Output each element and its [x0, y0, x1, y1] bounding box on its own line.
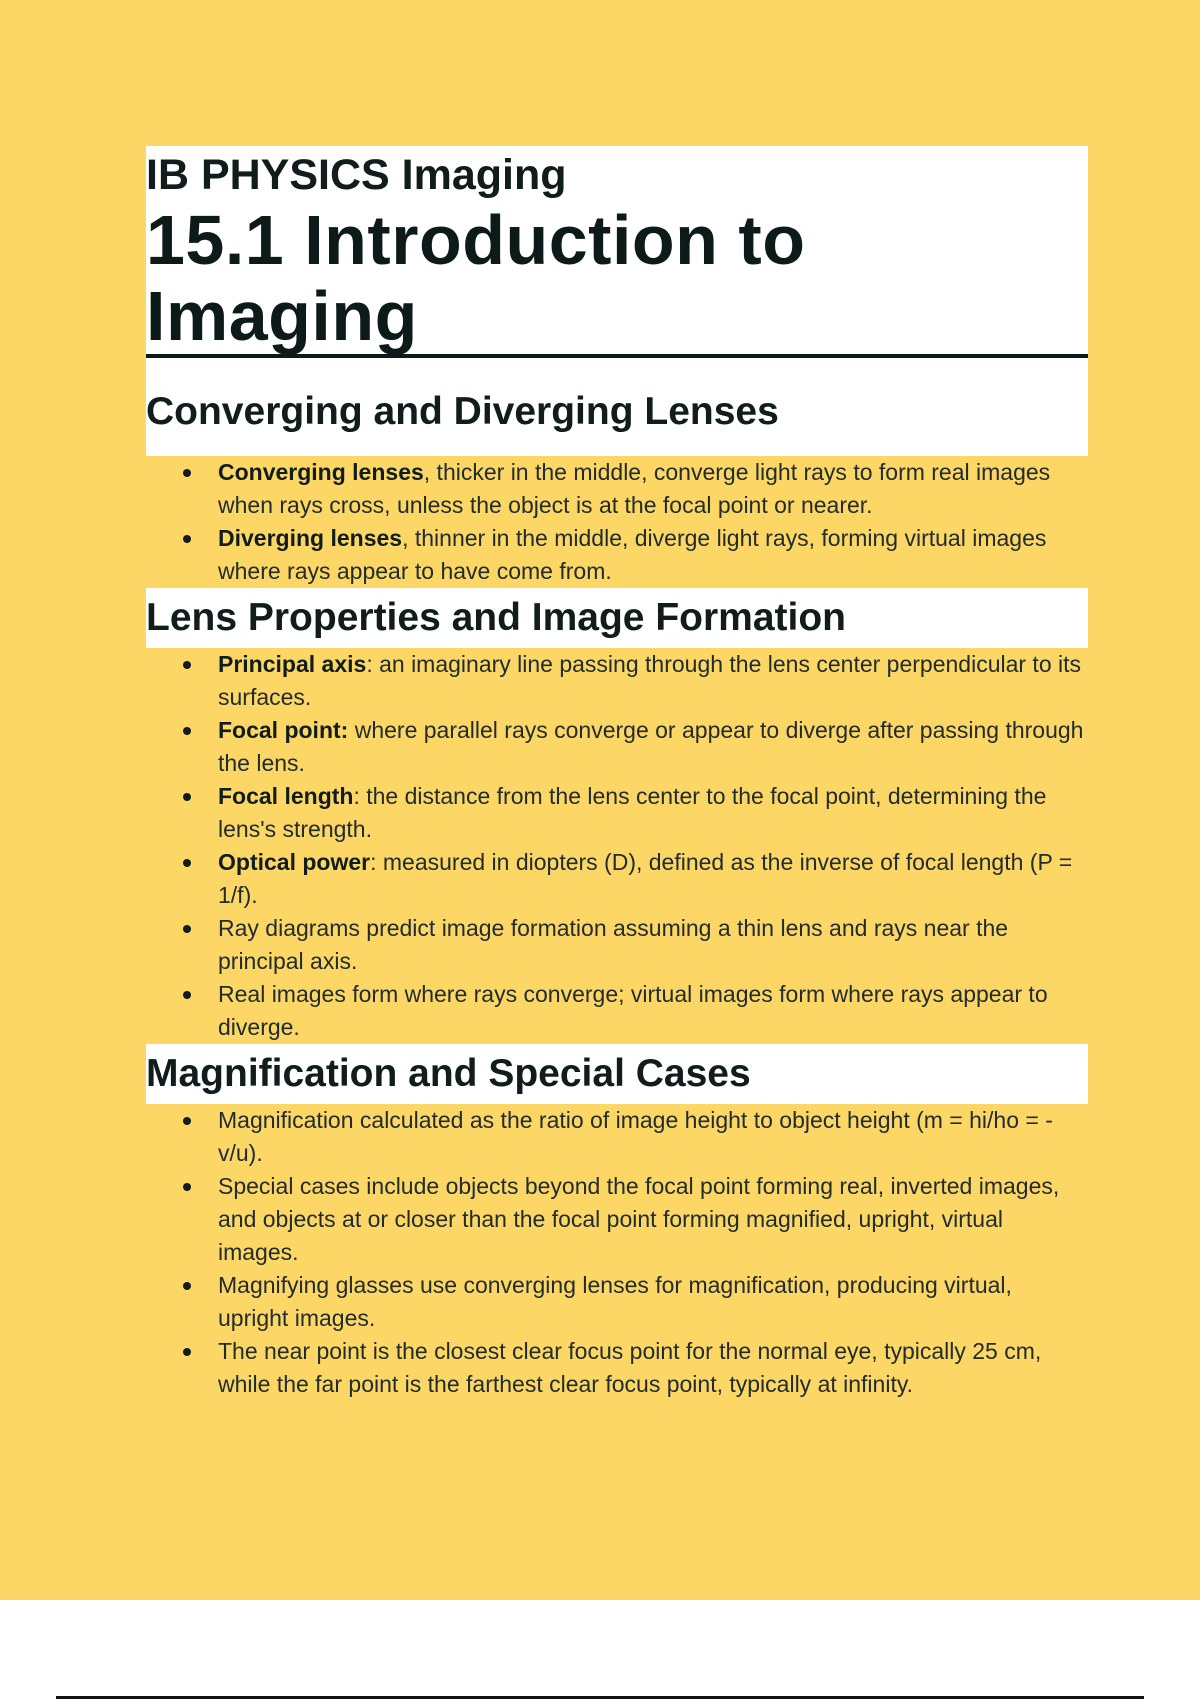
list-item [218, 912, 1088, 978]
item-text: Real images form where rays converge; virtual images form where rays appear to diverge. [218, 981, 1048, 1040]
item-text: : an imaginary line passing through the lens center perpendicular to its surfaces. [218, 651, 1082, 710]
bullet-icon [183, 535, 191, 543]
list-item [218, 1104, 1088, 1170]
list-item [218, 846, 1088, 912]
bold-term: Optical power [218, 849, 371, 875]
bullet-icon [183, 1282, 191, 1290]
bullet-icon [183, 991, 191, 999]
bullet-icon [183, 1183, 191, 1191]
list-item [218, 522, 1088, 588]
item-text: : the distance from the lens center to the focal point, determining the lens's strength. [218, 783, 1047, 842]
section-heading-magnification: Magnification and Special Cases [146, 1044, 1088, 1104]
section-heading-converging-diverging: Converging and Diverging Lenses [146, 382, 1088, 442]
item-text: Magnification calculated as the ratio of image height to object height (m = hi/ho = -v/u). [218, 1107, 1053, 1166]
list-item [218, 978, 1088, 1044]
list-item [218, 648, 1088, 714]
document-content [146, 146, 1088, 1401]
item-text: Special cases include objects beyond the focal point forming real, inverted images, and objects at or closer than the focal point forming magnified, upright, virtual images. [218, 1173, 1060, 1265]
list-item [218, 780, 1088, 846]
page-title-text: 15.1 Introduction to Imaging [146, 202, 1088, 358]
bold-term: Focal length [218, 783, 354, 809]
item-text: , thinner in the middle, diverge light rays, forming virtual images where rays appear to have come from. [218, 525, 1047, 584]
item-text: where parallel rays converge or appear to diverge after passing through the lens. [218, 717, 1084, 776]
bullet-list-magnification [146, 1104, 1088, 1401]
item-text: Ray diagrams predict image formation assuming a thin lens and rays near the principal axis. [218, 915, 1009, 974]
bullet-icon [183, 1117, 191, 1125]
bold-term: Diverging lenses [218, 525, 403, 551]
bullet-icon [183, 1348, 191, 1356]
list-item [218, 714, 1088, 780]
footer-divider [56, 1696, 1144, 1699]
title-block [146, 146, 1088, 456]
subject-label: IB PHYSICS Imaging [146, 151, 567, 199]
item-text: , thicker in the middle, converge light rays to form real images when rays cross, unless the object is at the focal point or nearer. [218, 459, 1051, 518]
bullet-list-lens-properties [146, 648, 1088, 1044]
bullet-icon [183, 661, 191, 669]
bullet-icon [183, 859, 191, 867]
section-heading-lens-properties: Lens Properties and Image Formation [146, 588, 1088, 648]
item-text: Magnifying glasses use converging lenses for magnification, producing virtual, upright images. [218, 1272, 1012, 1331]
bullet-list-converging-diverging [146, 456, 1088, 588]
bullet-icon [183, 727, 191, 735]
page-title [146, 202, 1088, 358]
bold-term: Converging lenses [218, 459, 424, 485]
bullet-icon [183, 925, 191, 933]
list-item [218, 456, 1088, 522]
item-text: The near point is the closest clear focus point for the normal eye, typically 25 cm, while the far point is the farthest clear focus point, typically at infinity. [218, 1338, 1042, 1397]
bullet-icon [183, 793, 191, 801]
list-item [218, 1335, 1088, 1401]
item-text: : measured in diopters (D), defined as the inverse of focal length (P = 1/f). [218, 849, 1073, 908]
bold-term: Focal point: [218, 717, 349, 743]
bullet-icon [183, 469, 191, 477]
bold-term: Principal axis [218, 651, 367, 677]
list-item [218, 1269, 1088, 1335]
list-item [218, 1170, 1088, 1269]
